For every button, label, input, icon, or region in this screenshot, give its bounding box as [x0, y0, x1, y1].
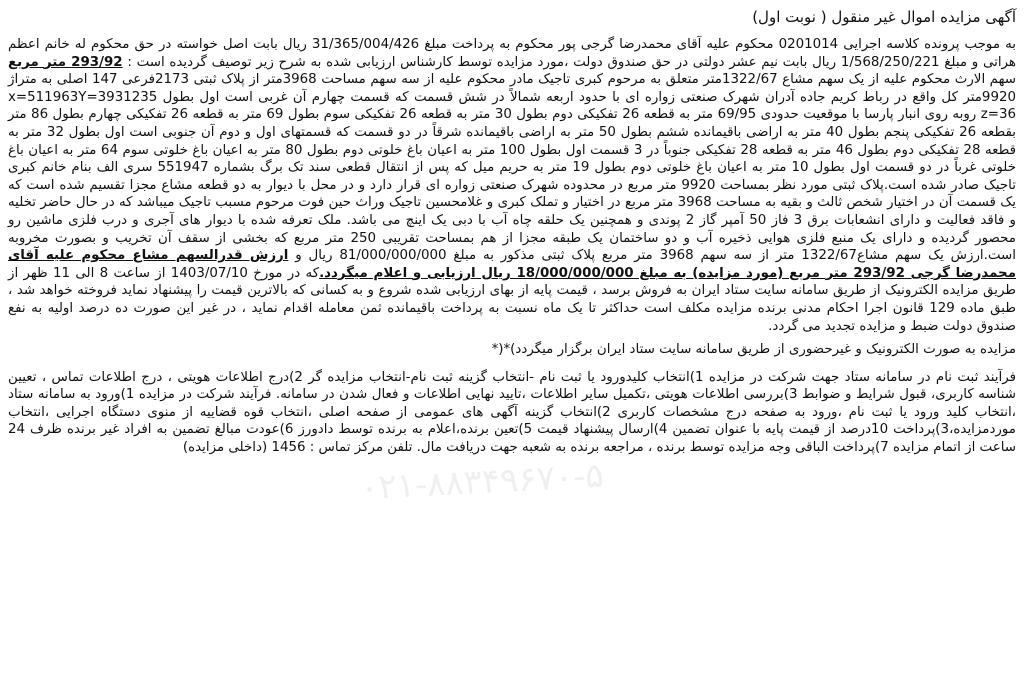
notice-title: آگهی مزایده اموال غیر منقول ( نوبت اول) [752, 8, 1016, 26]
valuation-highlight: ارزش قدرالسهم مشاع محکوم علیه آقای محمدرضا گرجی 293/92 متر مربع (مورد مزایده) به مبلغ 18/000/000/000 ریال ارزیابی و اعلام میگردد. [8, 248, 1016, 281]
share-area-highlight: 293/92 متر مربع [8, 54, 123, 70]
auction-terms-text: که در مورخ 1403/07/10 از ساعت 8 الی 11 ظهر از طریق مزایده الکترونیک از طریق سامانه سایت ستاد ایران به فروش برسد ، قیمت پایه از بهای ارزیابی شده شروع و به کسانی که بالاترین قیمت را پیشنهاد نماید فروخته خواهد شد ، طبق ماده 129 قانون اجرا احکام مدنی برنده مزایده مکلف است حداکثر تا یک ماه نسبت به پرداخت باقیمانده ثمن معامله اقدام نماید ، در غیر این صورت ده درصد اولیه به نفع صندوق دولت ضبط و مزایده تجدید می گردد. [8, 265, 1016, 334]
auction-method-note: مزایده به صورت الکترونیک و غیرحضوری از طریق سامانه سایت ستاد ایران برگزار میگردد)*(* [491, 342, 1016, 358]
notice-intro-text: به موجب پرونده کلاسه اجرایی 0201014 محکوم علیه آقای محمدرضا گرجی پور محکوم به پرداخت مبلغ 31/365/004/426 ریال بابت اصل خواسته در حق محکوم له خانم اعظم هراتی و مبلغ 1/568/250/221 ریال بابت نیم عشر دولتی در حق صندوق دولت ،مورد مزایده توسط کارشناس ارزیابی شده به شرح زیر توصیف گردیده است : [8, 37, 1016, 70]
property-description-text: سهم الارث محکوم علیه از یک سهم مشاع 1322/67متر متعلق به مرحوم کبری تاجیک مادر محکوم علیه از سه سهم مساحت 3968متر از پلاک ثبتی 2173فرعی 147 اصلی به متراژ 9920متر کل واقع در رباط کریم جاده آدران شهرک صنعتی زواره ای با حدود اربعه شمالاً در شش قسمت که قسمت چهارم آن غربی است اول بطول x=511963Y=3931235 z=36 روبه روی انبار پارسا با موقعیت حدودی 69/95 متر به قطعه 26 تفکیکی دوم بطول 30 متر به قطعه 26 تفکیکی سوم بطول 69 متر به قطعه 26 تفکیکی چهارم بطول 86 متر بقطعه 26 تفکیکی پنجم بطول 40 متر به اراضی باقیمانده ششم بطول 50 متر به اراضی باقیمانده شرقاً در دو قسمت که قسمتهای اول و دوم آن جنوبی است اول بطول 32 متر به قطعه 28 تفکیکی دوم بطول 46 متر به قطعه 28 تفکیکی جنوباً در 3 قسمت اول بطول 100 متر به اعیان باغ خلوتی دوم بطول 80 متر به اعیان باغ خلوتی سوم 64 متر به اعیان باغ خلوتی غرباً در دو قسمت اول بطول 10 متر به اعیان باغ خلوتی دوم بطول 19 متر به حریم میل که پس از انتقال قطعی سند تک برگ بشماره 551947 سری الف بنام خانم کبری تاجیک صادر شده است.پلاک ثبتی مورد نظر بمساحت 9920 متر مربع در محدوده شهرک صنعتی زواره ای قرار دارد و در محل با دیوار به دو قطعه مشاع مجزا تقسیم شده است که یک قسمت آن در اختیار شخص ثالث و بقیه به مساحت 3968 متر مربع در اختیار و تملک کبری و غلامحسین تاجیک وراث حین فوت مرحوم مسبب تاجیک میباشد که در حال حاضر تخلیه و فاقد فعالیت و دارای انشعابات برق 3 فاز 50 آمپر گاز 2 پوندی و همچنین یک حلقه چاه آب با دبی یک اینچ می باشد. ملک تعرفه شده با دیوار های آجری و درب فلزی ماشین رو محصور گردیده و دارای یک منبع فلزی هوایی ذخیره آب و دو ساختمان یک طبقه مجزا از هم بمساحت تقریبی 250 متر مربع که بخشی از سقف آن تخریب و بصورت مخروبه است.ارزش یک سهم مشاع1322/67 متر از سه سهم 3968 متر مربع پلاک ثبتی مذکور به مبلغ 81/000/000/000 ریال و [8, 72, 1017, 264]
notice-body [8, 36, 1016, 335]
phone-watermark: ۰۲۱-۸۸۳۴۹۶۷۰-۵ [359, 455, 605, 509]
registration-process-text: فرآیند ثبت نام در سامانه ستاد جهت شرکت در مزایده 1)انتخاب کلیدورود یا ثبت نام -انتخاب گزینه ثبت نام-انتخاب مزایده گر 2)درج اطلاعات هویتی ، درج اطلاعات تماس ، تعیین شناسه کاربری، قبول شرایط و ضوابط 3)بررسی اطلاعات هویتی ،تکمیل سایر اطلاعات ،تایید نهایی اطلاعات و فعال شدن در سامانه. فرآیند شرکت در مزایده 1)ورود به سامانه ستاد ،انتخاب کلید ورود یا ثبت نام ،ورود به صفحه درج مشخصات کاربری 2)انتخاب گزینه آگهی های عمومی از صفحه اصلی ،انتخاب قوه قضاییه از منوی دستگاه اجرایی ،انتخاب موردمزایده،3)پرداخت 10درصد از قیمت پایه با عنوان تضمین 4)ارسال پیشنهاد قیمت 5)تعین برنده،اعلام به برنده توسط دادورز 6)عودت مبالغ تضمین به افراد غیر برنده ظرف 24 ساعت از اتمام مزایده 7)پرداخت الباقی وجه مزایده توسط برنده ، مراجعه برنده به شعبه جهت دریافت مال. تلفن مرکز تماس : 1456 (داخلی مزایده) [8, 369, 1016, 456]
